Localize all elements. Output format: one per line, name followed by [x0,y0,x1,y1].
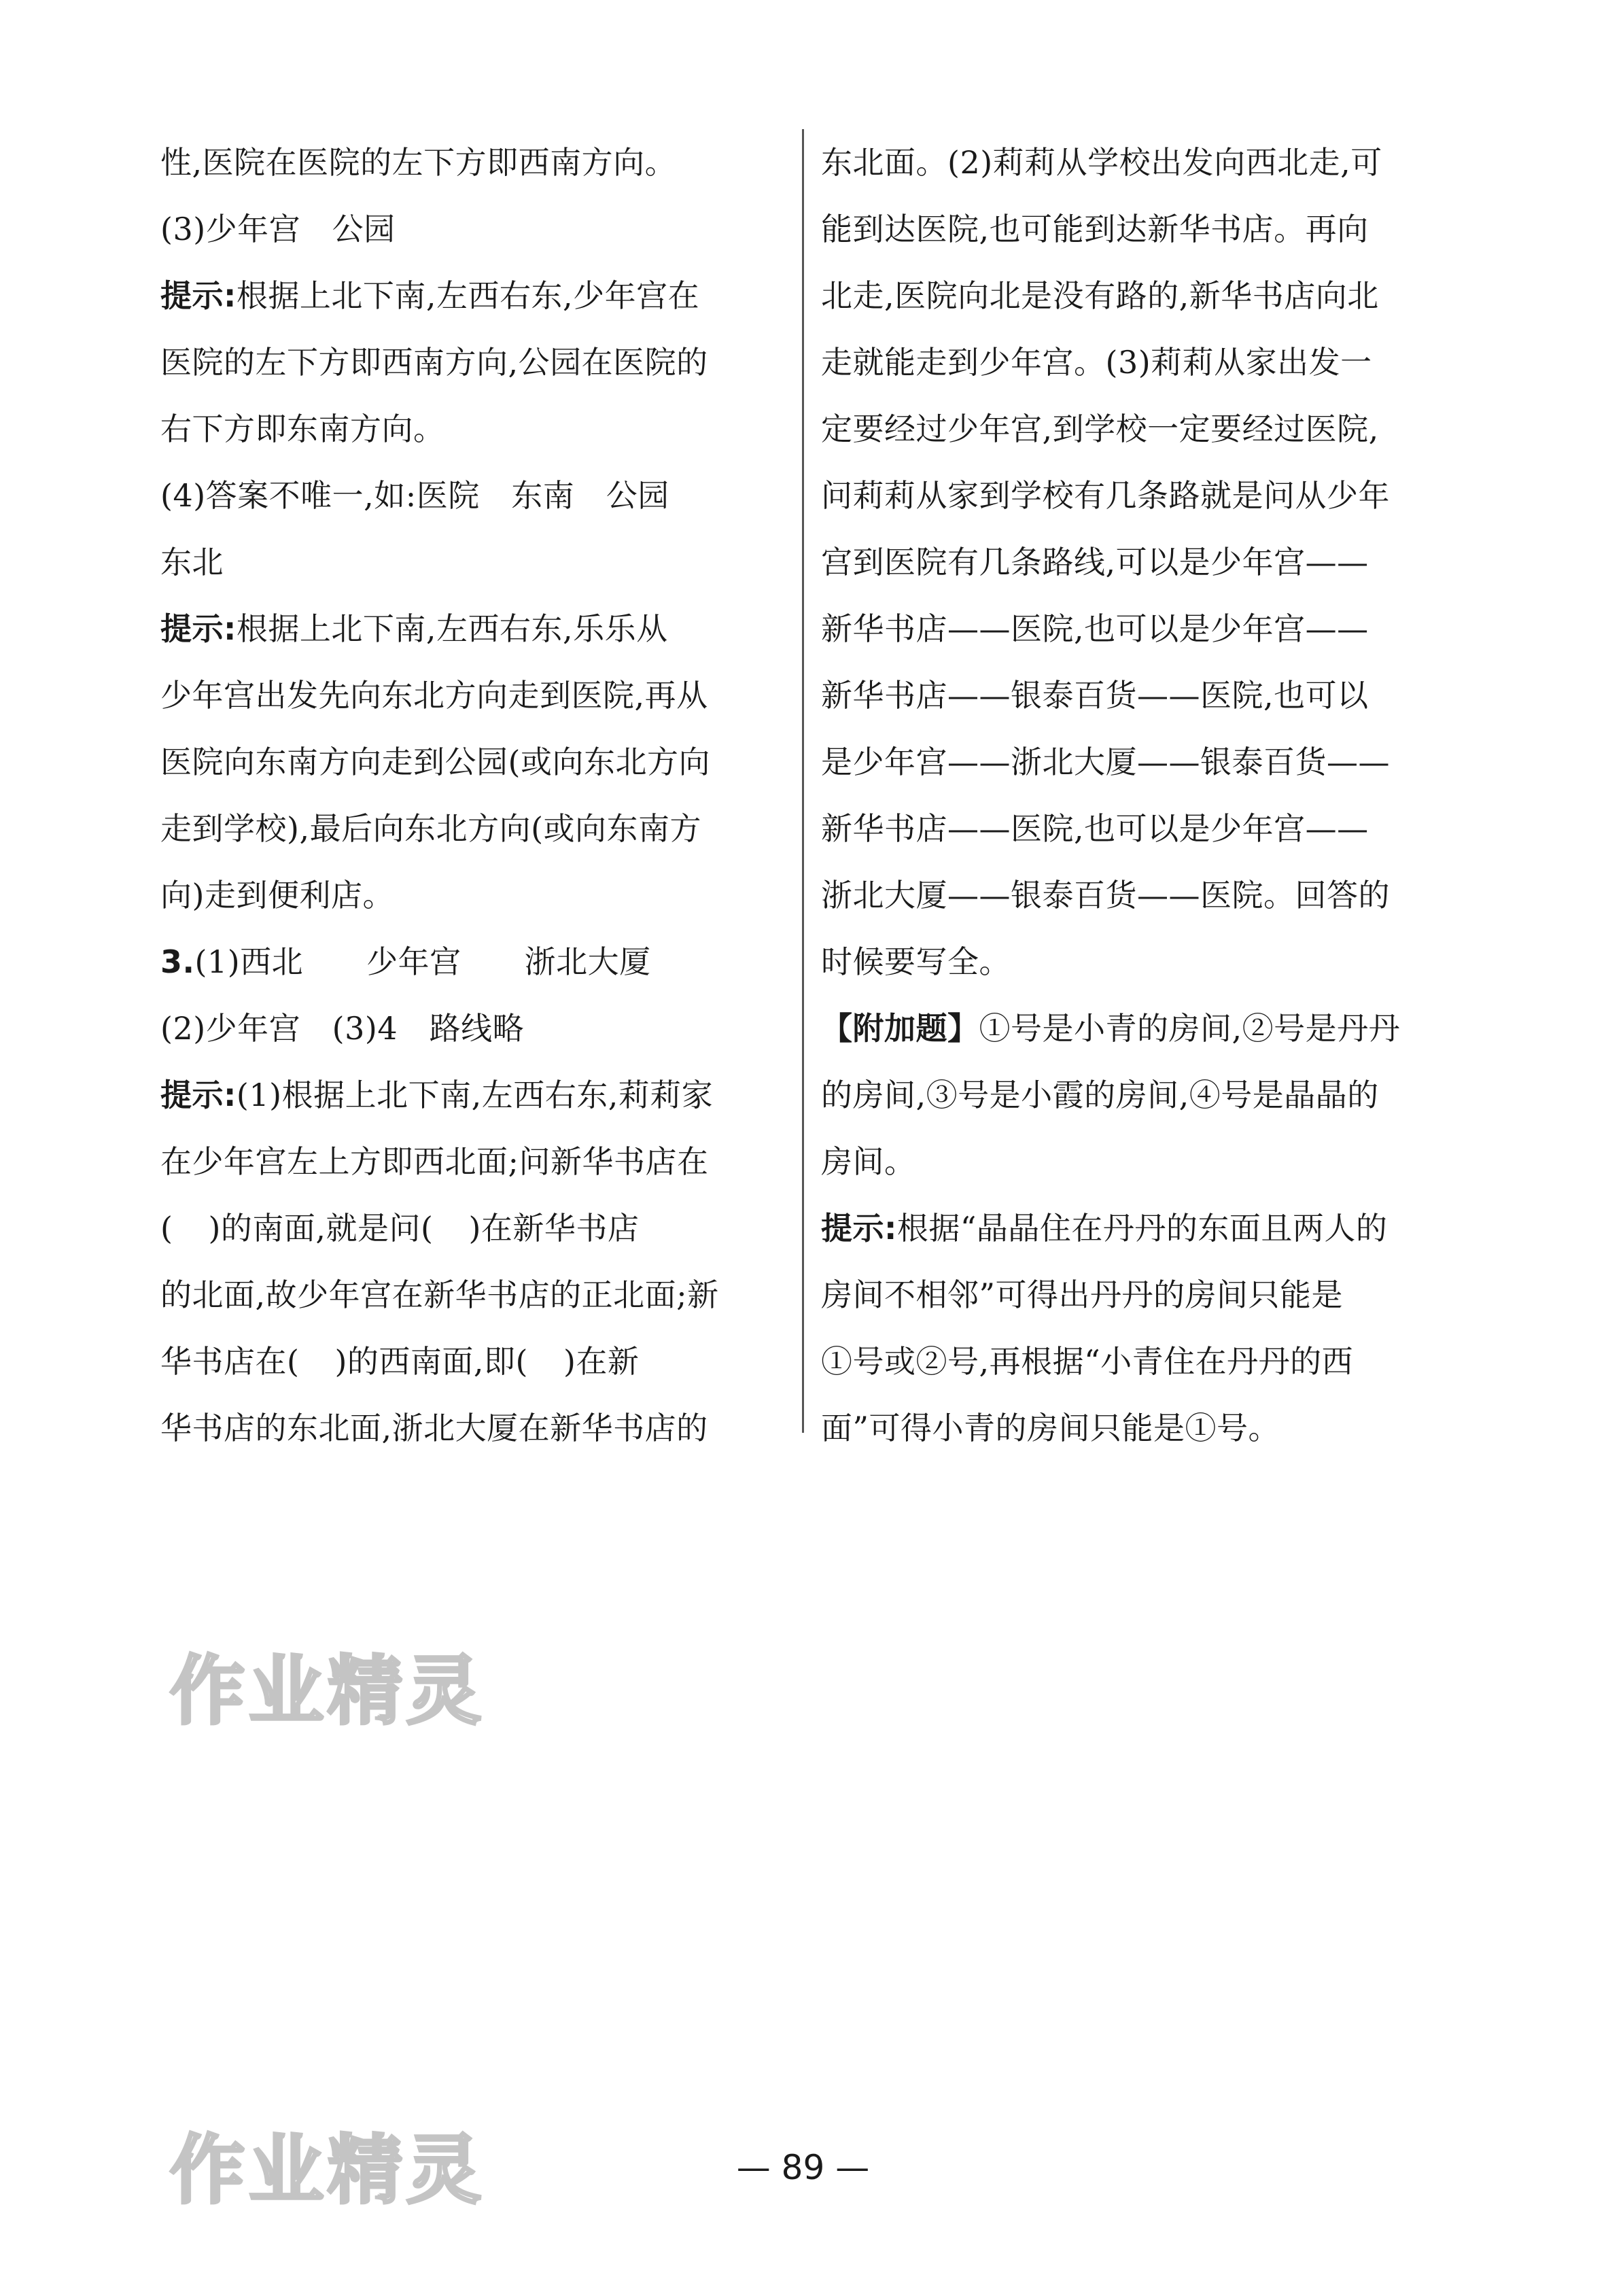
text-line: 在少年宫左上方即西北面;问新华书店在 [160,1143,709,1180]
answer-line: (2)少年宫 (3)4 路线略 [160,1010,525,1047]
text-line: 向)走到便利店。 [160,877,394,914]
watermark-logo: 作业精灵 [170,1648,485,1735]
hint-line [821,1195,1446,1262]
column-divider [802,129,804,1433]
hint-label: 提示: [821,1210,897,1247]
text-line: 时候要写全。 [821,943,1011,980]
hint-label: 提示: [160,610,237,647]
left-column [160,129,784,1461]
hint-text: 根据上北下南,左西右东,少年宫在 [236,277,700,314]
answer-line: (4)答案不唯一,如:医院 东南 公园 [160,477,669,514]
bonus-label: 【附加题】 [821,1010,979,1047]
text-line: 新华书店——医院,也可以是少年宫—— [821,810,1369,847]
text-segment: )的西南面,即( [334,1343,528,1380]
hint-label: 提示: [160,277,237,314]
text-line: ①号或②号,再根据“小青住在丹丹的西 [821,1343,1354,1380]
text-segment: 华书店在( [160,1343,300,1380]
hint-line [160,262,784,329]
text-line: 医院向东南方向走到公园(或向东北方向 [160,744,710,780]
text-line: 能到达医院,也可能到达新华书店。再向 [821,211,1369,247]
watermark-logo: 作业精灵 [170,2127,485,2214]
text-line: 性,医院在医院的左下方即西南方向。 [160,144,677,181]
text-line-with-blanks [160,1328,784,1395]
text-segment: ( [160,1210,173,1247]
answer-text: (1)西北 少年宫 浙北大厦 [194,943,651,980]
text-line: 房间。 [821,1143,916,1180]
answer-line: 东北 [160,544,224,580]
page-number: — 89 — [736,2148,870,2187]
text-line: 右下方即东南方向。 [160,411,445,447]
text-line: 少年宫出发先向东北方向走到医院,再从 [160,677,708,714]
text-line: 的房间,③号是小霞的房间,④号是晶晶的 [821,1077,1379,1113]
text-line: 面”可得小青的房间只能是①号。 [821,1410,1280,1446]
text-line: 走到学校),最后向东北方向(或向东南方 [160,810,702,847]
text-line: 医院的左下方即西南方向,公园在医院的 [160,344,708,381]
text-line: 华书店的东北面,浙北大厦在新华书店的 [160,1410,708,1446]
hint-text: 根据“晶晶住在丹丹的东面且两人的 [896,1210,1388,1247]
text-line: 定要经过少年宫,到学校一定要经过医院, [821,411,1379,447]
text-line: 浙北大厦——银泰百货——医院。回答的 [821,877,1390,914]
text-line: 新华书店——医院,也可以是少年宫—— [821,610,1369,647]
hint-line [160,1062,784,1128]
hint-text: (1)根据上北下南,左西右东,莉莉家 [236,1077,714,1113]
answer-text: ①号是小青的房间,②号是丹丹 [979,1010,1401,1047]
answer-line: (3)少年宫 公园 [160,211,396,247]
question-3-answer [160,928,784,995]
hint-text: 根据上北下南,左西右东,乐乐从 [236,610,668,647]
text-line: 是少年宫——浙北大厦——银泰百货—— [821,744,1390,780]
text-line-with-blanks [160,1195,784,1262]
text-line: 北走,医院向北是没有路的,新华书店向北 [821,277,1379,314]
text-line: 新华书店——银泰百货——医院,也可以 [821,677,1369,714]
hint-label: 提示: [160,1077,237,1113]
bonus-question-answer [821,995,1446,1062]
right-column [821,129,1446,1461]
text-line: 房间不相邻”可得出丹丹的房间只能是 [821,1276,1344,1313]
hint-line [160,595,784,662]
text-line: 的北面,故少年宫在新华书店的正北面;新 [160,1276,719,1313]
text-line: 东北面。(2)莉莉从学校出发向西北走,可 [821,144,1382,181]
question-number: 3. [160,943,195,980]
text-segment: )的南面,就是问( [208,1210,434,1247]
text-line: 问莉莉从家到学校有几条路就是问从少年 [821,477,1390,514]
text-line: 宫到医院有几条路线,可以是少年宫—— [821,544,1369,580]
text-line: 走就能走到少年宫。(3)莉莉从家出发一 [821,344,1372,381]
text-segment: )在新华书店 [468,1210,640,1247]
text-segment: )在新 [563,1343,640,1380]
